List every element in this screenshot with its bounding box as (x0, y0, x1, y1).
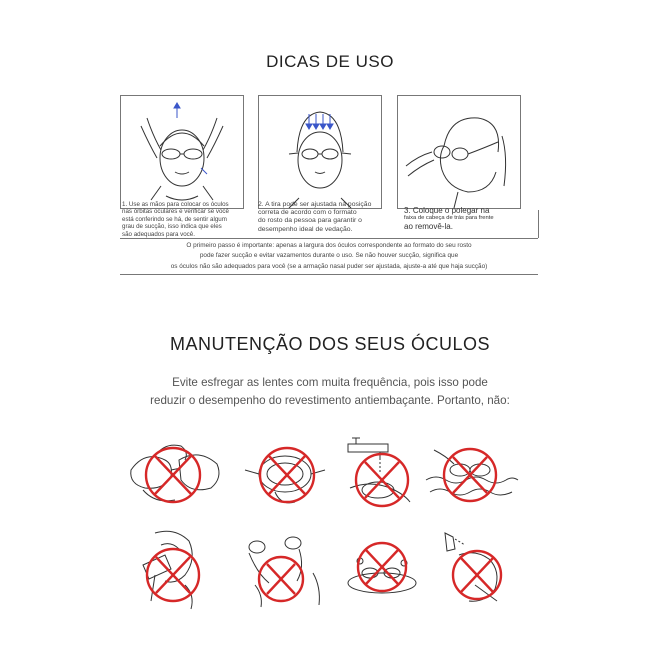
prohibition-rub-lens (125, 430, 225, 520)
tip-1-caption: 1. Use as mãos para colocar os óculos nas órbitas oculares e verificar se você está conferindo se há, de sentir algum grau de sucção, isso indica que eles são adequados para você. (122, 201, 229, 238)
tip-image-adjust-strap (258, 95, 382, 209)
prohibition-soap-dish (330, 525, 430, 615)
tip-2-caption: 2. A tira pode ser ajustada na posição correta de acordo com o formato do rosto da pessoa para garantir o desempenho ideal de vedação. (258, 201, 372, 233)
tip-image-hands-placing-goggles (120, 95, 244, 209)
soap-dish-icon (330, 525, 430, 615)
goggles-lens-touch-icon (235, 430, 335, 520)
goggles-lens-rub-icon (125, 430, 225, 520)
hot-water-tap-icon (330, 430, 430, 520)
tip-image-thumb-remove (397, 95, 521, 209)
tip-3-caption: 3. Coloque o polegar na faixa de cabeça de trás para frente ao removê-la. (404, 206, 494, 231)
hair-dryer-icon (125, 525, 225, 615)
divider (120, 274, 538, 275)
care-intro: Evite esfregar as lentes com muita frequência, pois isso pode reduzir o desempenho do revestimento antiembaçante. Portanto, não: (150, 376, 510, 407)
care-title: MANUTENÇÃO DOS SEUS ÓCULOS (169, 334, 491, 354)
goggles-in-water-icon (420, 430, 520, 520)
profile-removing-goggles-icon (398, 96, 520, 208)
divider (120, 238, 538, 239)
prohibition-spray-cleaner (425, 525, 525, 615)
tips-note: O primeiro passo é importante: apenas a largura dos óculos correspondente ao formato do seu rosto pode fazer sucção e evitar vazamentos durante o uso. Se não houver sucção, significa que os óculos não são adequados para você (se a armação nasal puder ser ajustada, ajuste-a até que haja sucção) (170, 242, 488, 270)
prohibition-touch-lens (235, 430, 335, 520)
divider (538, 210, 539, 238)
prohibition-goggles-in-water (420, 430, 520, 520)
prohibition-hot-water (330, 430, 430, 520)
prohibition-hair-dryer (125, 525, 225, 615)
tips-title: DICAS DE USO (266, 52, 394, 71)
spray-cleaner-icon (425, 525, 525, 615)
prohibition-wiping (235, 525, 335, 615)
face-with-goggles-icon (121, 96, 243, 208)
wiping-goggles-icon (235, 525, 335, 615)
head-with-swim-cap-icon (259, 96, 381, 208)
